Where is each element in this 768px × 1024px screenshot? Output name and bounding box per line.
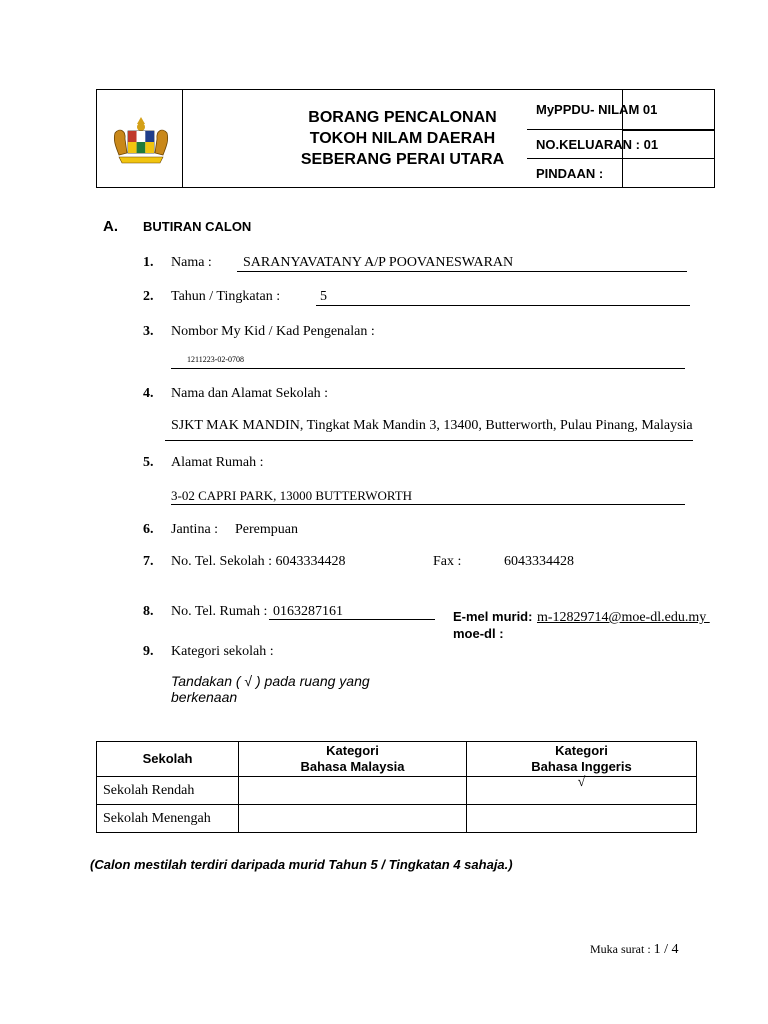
id-underline	[171, 368, 685, 369]
field-number-2: 2.	[143, 289, 154, 304]
fax-value[interactable]: 6043334428	[504, 554, 574, 569]
row-sekolah-rendah: Sekolah Rendah	[97, 777, 239, 805]
field-number-4: 4.	[143, 386, 154, 401]
instruction-line-2: berkenaan	[171, 689, 238, 705]
cell-menengah-bm[interactable]	[239, 805, 467, 833]
page-number: 1 / 4	[653, 942, 679, 957]
year-value[interactable]: 5	[320, 289, 327, 304]
school-category-table	[96, 741, 697, 833]
page-footer	[590, 942, 679, 958]
email-label: E-mel murid:	[453, 609, 533, 624]
gender-label: Jantina :	[171, 522, 219, 537]
year-underline	[316, 305, 690, 306]
form-title-line-3: SEBERANG PERAI UTARA	[300, 151, 505, 168]
home-phone-underline	[269, 619, 435, 620]
field-number-5: 5.	[143, 455, 154, 470]
page-label: Muka surat :	[590, 942, 654, 956]
amendment: PINDAAN :	[536, 165, 604, 181]
section-title: BUTIRAN CALON	[143, 219, 252, 234]
logo-cell	[97, 90, 183, 187]
row-sekolah-menengah: Sekolah Menengah	[97, 805, 239, 833]
table-row	[97, 805, 697, 833]
field-number-3: 3.	[143, 324, 154, 339]
school-phone[interactable]: No. Tel. Sekolah : 6043334428	[171, 554, 346, 569]
id-value[interactable]: 1211223-02-0708	[187, 355, 245, 364]
table-row	[97, 777, 697, 805]
eligibility-note: (Calon mestilah terdiri daripada murid Tahun 5 / Tingkatan 4 sahaja.)	[90, 857, 513, 872]
header-bi-line-2: Bahasa Inggeris	[531, 759, 632, 774]
form-title-line-2: TOKOH NILAM DAERAH	[309, 130, 496, 147]
header-bm-line-2: Bahasa Malaysia	[300, 759, 405, 774]
email-value[interactable]: m-12829714@moe-dl.edu.my	[537, 610, 710, 625]
header-bi-line-1: Kategori	[555, 743, 608, 758]
school-category-label: Kategori sekolah :	[171, 644, 274, 659]
home-address-underline	[171, 504, 685, 505]
moe-dl-label: moe-dl :	[453, 626, 504, 641]
year-label: Tahun / Tingkatan :	[171, 289, 281, 304]
header-bahasa-inggeris	[467, 742, 697, 777]
home-phone-value[interactable]: 0163287161	[273, 604, 343, 619]
section-letter: A.	[103, 218, 118, 235]
school-value[interactable]: SJKT MAK MANDIN, Tingkat Mak Mandin 3, 13400, Butterworth, Pulau Pinang, Malaysia	[171, 418, 693, 433]
header-bahasa-malaysia	[239, 742, 467, 777]
home-address-value[interactable]: 3-02 CAPRI PARK, 13000 BUTTERWORTH	[171, 488, 413, 503]
name-underline	[237, 271, 687, 272]
field-number-8: 8.	[143, 604, 154, 619]
name-value[interactable]: SARANYAVATANY A/P POOVANESWARAN	[243, 255, 514, 270]
school-label: Nama dan Alamat Sekolah :	[171, 386, 329, 401]
field-number-6: 6.	[143, 522, 154, 537]
header-bm-line-1: Kategori	[326, 743, 379, 758]
table-header-row	[97, 742, 697, 777]
fax-label: Fax :	[433, 554, 462, 569]
field-number-1: 1.	[143, 255, 154, 270]
field-number-7: 7.	[143, 554, 154, 569]
cell-menengah-bi[interactable]	[467, 805, 697, 833]
field-number-9: 9.	[143, 644, 154, 659]
cell-rendah-bi[interactable]: √	[467, 777, 697, 805]
coat-of-arms-logo	[111, 115, 171, 165]
issue-number: NO.KELUARAN : 01	[527, 130, 714, 159]
form-title-line-1: BORANG PENCALONAN	[308, 109, 497, 126]
name-label: Nama :	[171, 255, 212, 270]
cell-rendah-bm[interactable]	[239, 777, 467, 805]
school-underline	[165, 440, 693, 441]
home-phone-label: No. Tel. Rumah :	[171, 604, 268, 619]
header-sekolah: Sekolah	[97, 742, 239, 777]
instruction-line-1: Tandakan ( √ ) pada ruang yang	[171, 673, 370, 689]
id-label: Nombor My Kid / Kad Pengenalan :	[171, 324, 375, 339]
gender-value[interactable]: Perempuan	[235, 522, 298, 537]
reference-code: MyPPDU- NILAM 01	[527, 90, 714, 130]
home-address-label: Alamat Rumah :	[171, 455, 264, 470]
